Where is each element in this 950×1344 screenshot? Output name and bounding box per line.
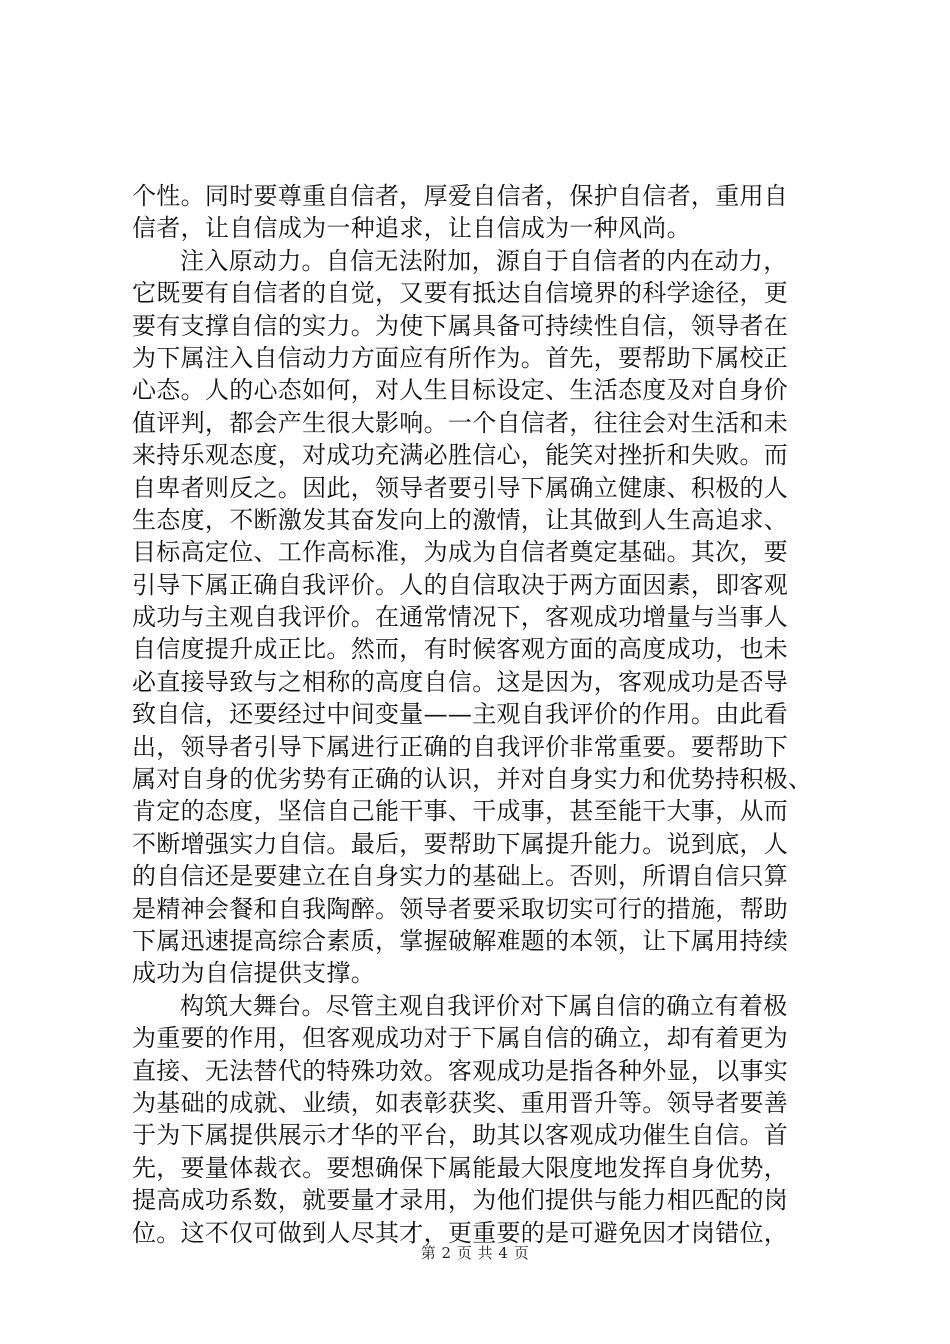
text-line: 它既要有自信者的自觉，又要有抵达自信境界的科学途径，更 bbox=[132, 279, 789, 308]
text-line: 成功为自信提供支撑。 bbox=[132, 959, 375, 988]
text-line: 目标高定位、工作高标准，为成为自信者奠定基础。其次，要 bbox=[132, 538, 789, 567]
text-line: 出，领导者引导下属进行正确的自我评价非常重要。要帮助下 bbox=[132, 732, 789, 761]
text-line: 必直接导致与之相称的高度自信。这是因为，客观成功是否导 bbox=[132, 667, 789, 696]
text-line: 为基础的成就、业绩，如表彰获奖、重用晋升等。领导者要善 bbox=[132, 1088, 789, 1117]
paragraph-first-line: 注入原动力。自信无法附加，源自于自信者的内在动力， bbox=[180, 246, 788, 275]
text-line: 肯定的态度，坚信自己能干事、干成事，甚至能干大事，从而 bbox=[132, 797, 789, 826]
text-line: 信者，让自信成为一种追求，让自信成为一种风尚。 bbox=[132, 214, 691, 243]
text-line: 自卑者则反之。因此，领导者要引导下属确立健康、积极的人 bbox=[132, 473, 789, 502]
text-line: 于为下属提供展示才华的平台，助其以客观成功催生自信。首 bbox=[132, 1121, 789, 1150]
text-line: 的自信还是要建立在自身实力的基础上。否则，所谓自信只算 bbox=[132, 862, 789, 891]
text-line: 位。这不仅可做到人尽其才，更重要的是可避免因才岗错位， bbox=[132, 1218, 789, 1247]
paragraph-first-line: 构筑大舞台。尽管主观自我评价对下属自信的确立有着极 bbox=[180, 991, 788, 1020]
text-line: 是精神会餐和自我陶醉。领导者要采取切实可行的措施，帮助 bbox=[132, 894, 789, 923]
body-text bbox=[132, 180, 832, 1249]
text-line: 自信度提升成正比。然而，有时候客观方面的高度成功，也未 bbox=[132, 635, 789, 664]
text-line: 不断增强实力自信。最后，要帮助下属提升能力。说到底，人 bbox=[132, 829, 789, 858]
text-line: 直接、无法替代的特殊功效。客观成功是指各种外显，以事实 bbox=[132, 1056, 789, 1085]
text-line: 致自信，还要经过中间变量——主观自我评价的作用。由此看 bbox=[132, 700, 789, 729]
text-line: 提高成功系数，就要量才录用，为他们提供与能力相匹配的岗 bbox=[132, 1186, 789, 1215]
text-line: 要有支撑自信的实力。为使下属具备可持续性自信，领导者在 bbox=[132, 311, 789, 340]
text-line: 来持乐观态度，对成功充满必胜信心，能笑对挫折和失败。而 bbox=[132, 441, 789, 470]
text-line: 生态度，不断激发其奋发向上的激情，让其做到人生高追求、 bbox=[132, 505, 789, 534]
text-line: 为下属注入自信动力方面应有所作为。首先，要帮助下属校正 bbox=[132, 343, 789, 372]
text-line: 引导下属正确自我评价。人的自信取决于两方面因素，即客观 bbox=[132, 570, 789, 599]
text-line: 为重要的作用，但客观成功对于下属自信的确立，却有着更为 bbox=[132, 1024, 789, 1053]
text-line: 个性。同时要尊重自信者，厚爱自信者，保护自信者，重用自 bbox=[132, 182, 789, 210]
text-line: 下属迅速提高综合素质，掌握破解难题的本领，让下属用持续 bbox=[132, 926, 789, 955]
text-line: 成功与主观自我评价。在通常情况下，客观成功增量与当事人 bbox=[132, 603, 789, 632]
text-line: 值评判，都会产生很大影响。一个自信者，往往会对生活和未 bbox=[132, 408, 789, 437]
text-line: 心态。人的心态如何，对人生目标设定、生活态度及对自身价 bbox=[132, 376, 789, 405]
text-line: 先，要量体裁衣。要想确保下属能最大限度地发挥自身优势， bbox=[132, 1153, 789, 1182]
text-line: 属对自身的优劣势有正确的认识，并对自身实力和优势持积极、 bbox=[132, 765, 813, 794]
page-footer: 第 2 页 共 4 页 bbox=[420, 1244, 530, 1262]
